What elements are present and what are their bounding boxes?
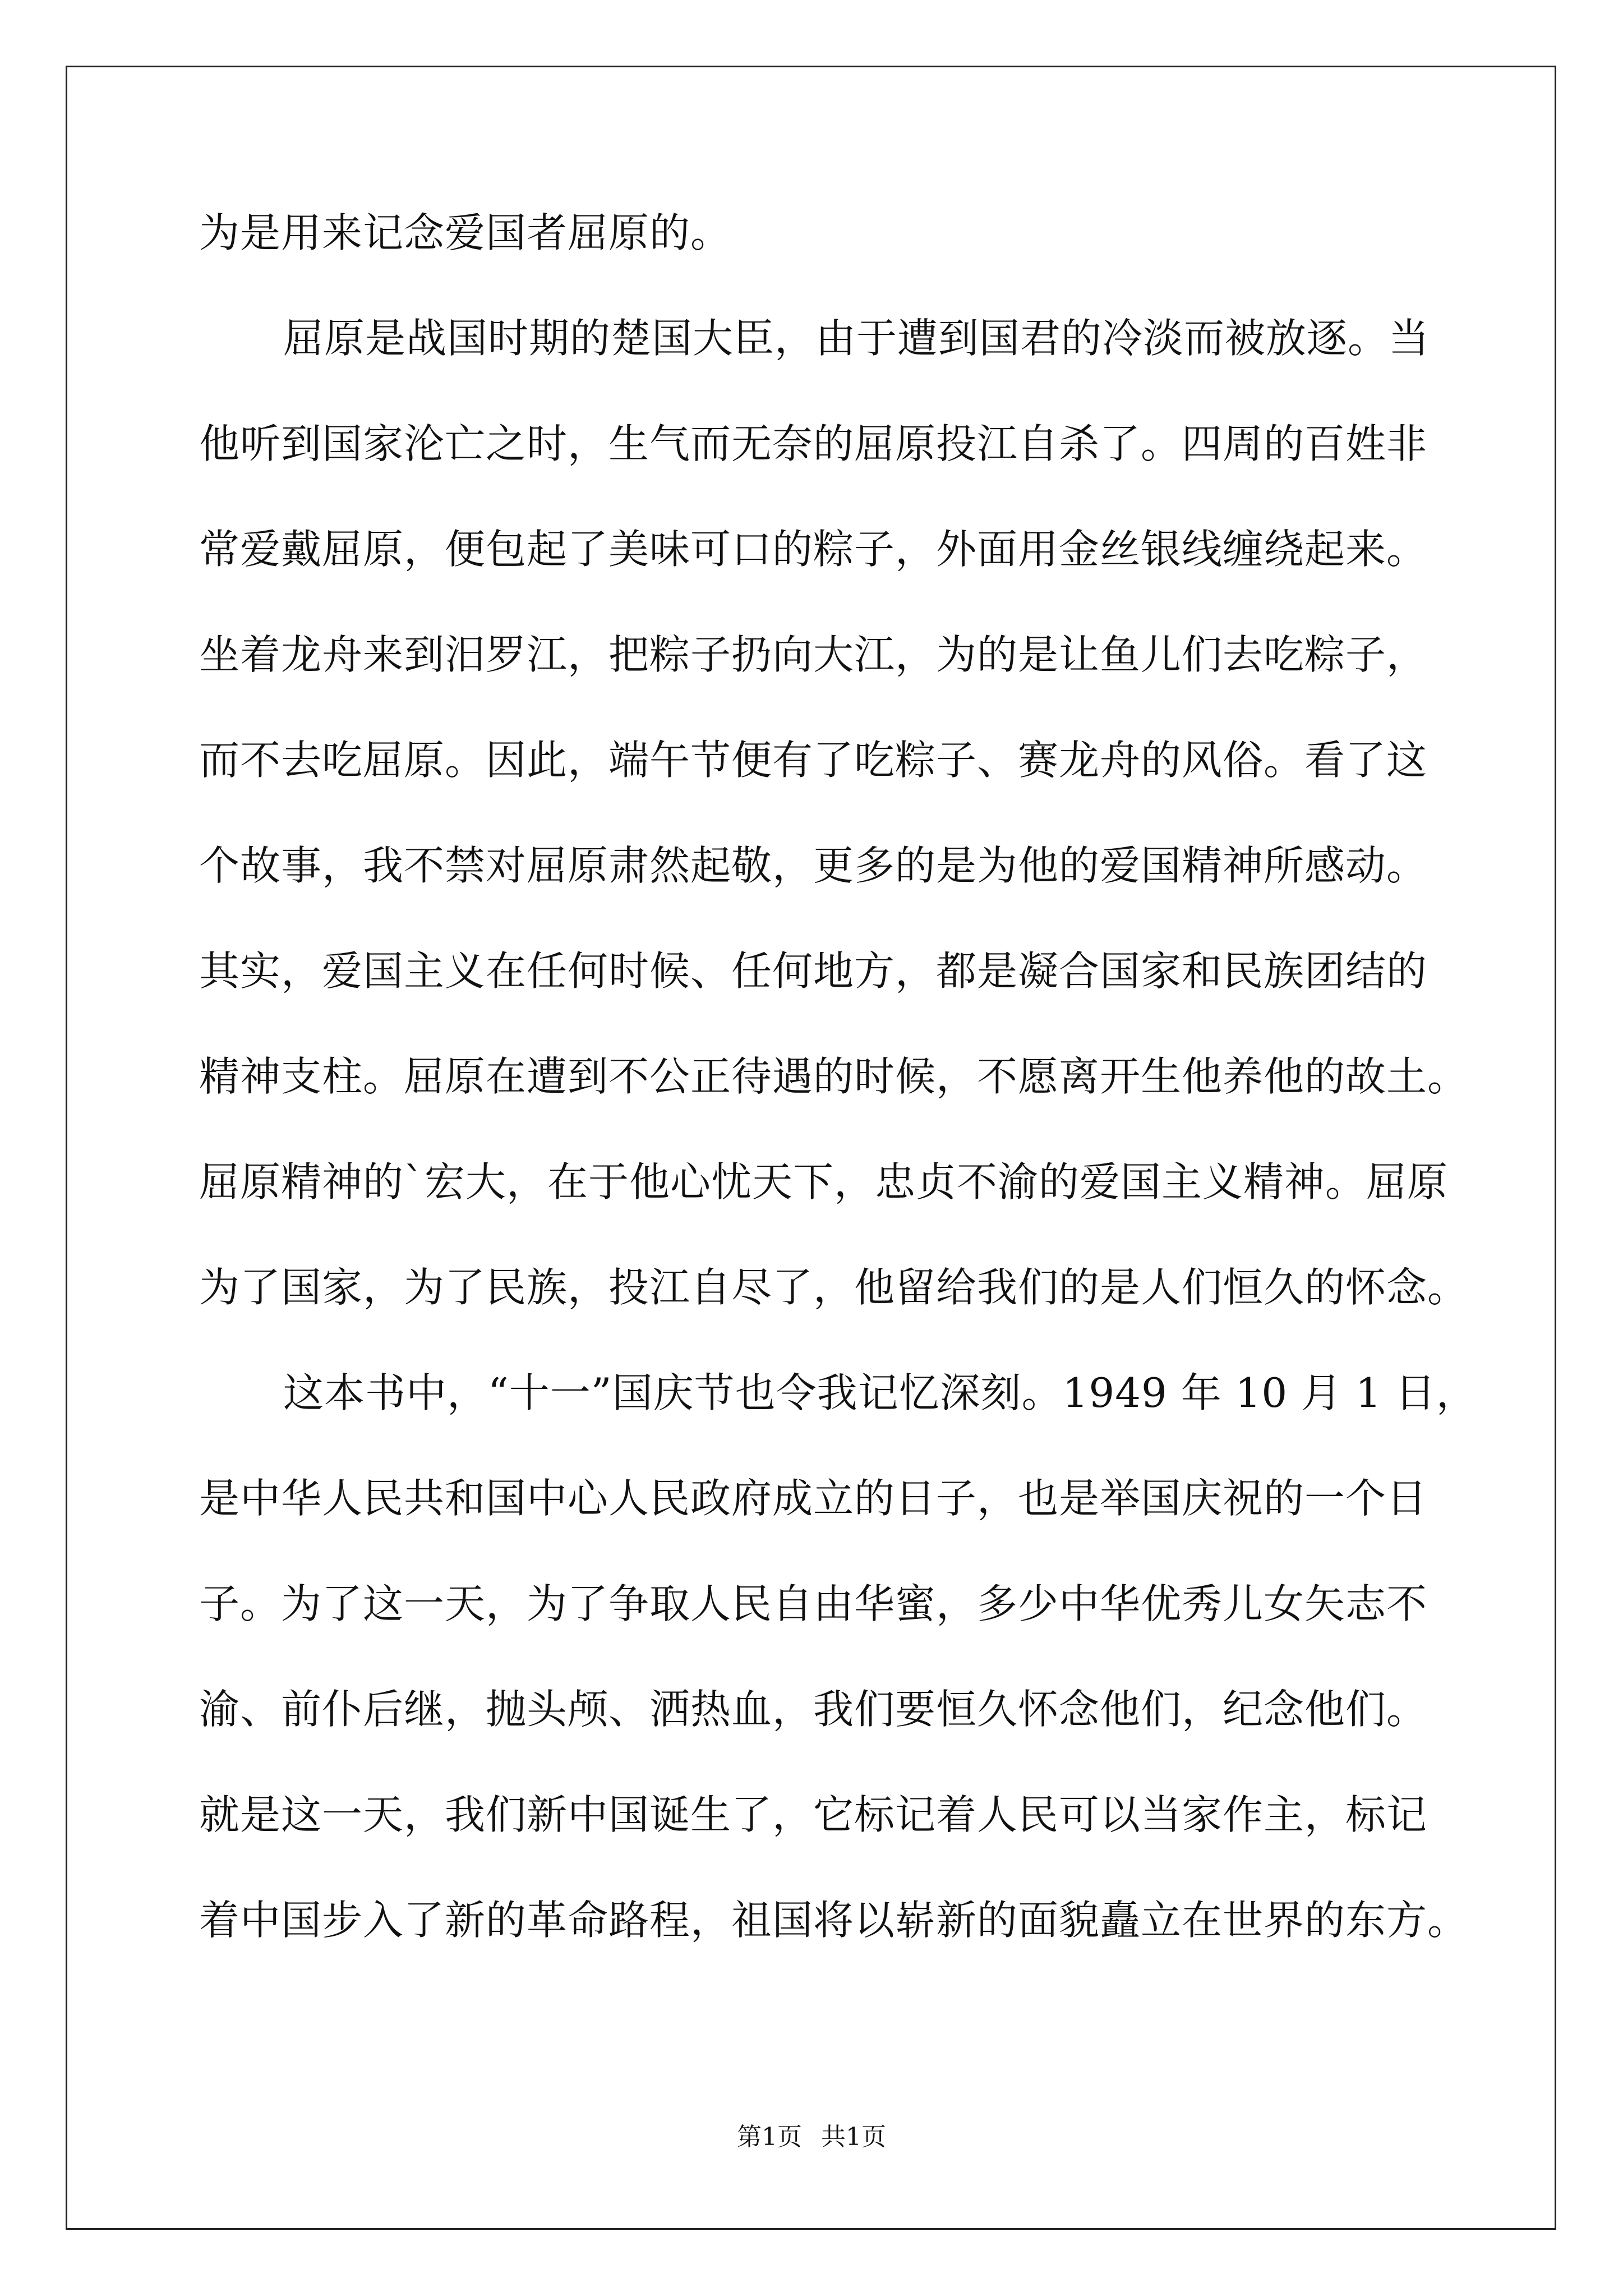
text-line-8: 其实，爱国主义在任何时候、任何地方，都是凝合国家和民族团结的 — [199, 947, 1428, 995]
text-line-12: 这本书中，“十一”国庆节也令我记忆深刻。1949 年 10 月 1 日， — [283, 1369, 1477, 1416]
text-line-1: 为是用来记念爱国者屈原的。 — [199, 209, 732, 256]
text-line-10: 屈原精神的`宏大，在于他心忧天下，忠贞不渝的爱国主义精神。屈原 — [199, 1158, 1449, 1205]
page-number: 第1页 — [737, 2123, 802, 2151]
text-line-15: 渝、前仆后继，抛头颅、洒热血，我们要恒久怀念他们，纪念他们。 — [199, 1686, 1428, 1733]
text-line-2: 屈原是战国时期的楚国大臣，由于遭到国君的冷淡而被放逐。当 — [283, 315, 1430, 362]
text-line-4: 常爱戴屈原，便包起了美味可口的粽子，外面用金丝银线缠绕起来。 — [199, 526, 1428, 573]
text-line-6: 而不去吃屈原。因此，端午节便有了吃粽子、赛龙舟的风俗。看了这 — [199, 737, 1428, 784]
text-line-16: 就是这一天，我们新中国诞生了，它标记着人民可以当家作主，标记 — [199, 1791, 1428, 1838]
text-line-3: 他听到国家沦亡之时，生气而无奈的屈原投江自杀了。四周的百姓非 — [199, 420, 1428, 467]
text-line-11: 为了国家，为了民族，投江自尽了，他留给我们的是人们恒久的怀念。 — [199, 1264, 1469, 1311]
text-line-17: 着中国步入了新的革命路程，祖国将以崭新的面貌矗立在世界的东方。 — [199, 1897, 1469, 1944]
text-line-14: 子。为了这一天，为了争取人民自由华蜜，多少中华优秀儿女矢志不 — [199, 1580, 1428, 1627]
text-line-7: 个故事，我不禁对屈原肃然起敬，更多的是为他的爱国精神所感动。 — [199, 842, 1428, 889]
text-line-13: 是中华人民共和国中心人民政府成立的日子，也是举国庆祝的一个日 — [199, 1475, 1428, 1522]
page-total: 共1页 — [821, 2123, 886, 2151]
text-line-9: 精神支柱。屈原在遭到不公正待遇的时候，不愿离开生他养他的故土。 — [199, 1053, 1469, 1100]
page-footer — [0, 2120, 1623, 2154]
text-line-5: 坐着龙舟来到汨罗江，把粽子扔向大江，为的是让鱼儿们去吃粽子， — [199, 631, 1428, 678]
